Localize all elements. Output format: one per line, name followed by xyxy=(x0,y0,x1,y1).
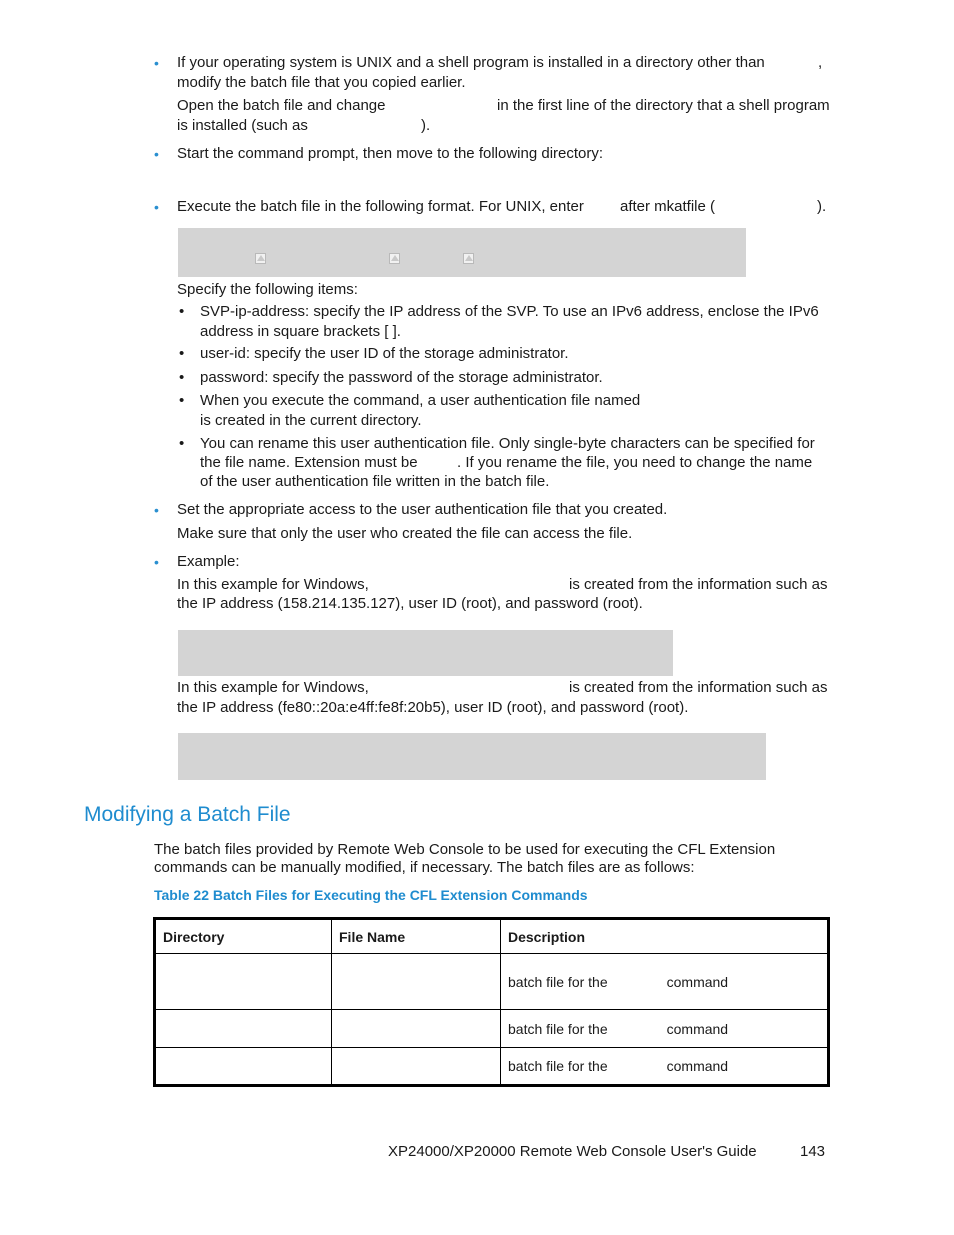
unix-shell-line1: If your operating system is UNIX and a shell program is installed in a directory other than xyxy=(177,54,765,71)
table-caption: Table 22 Batch Files for Executing the CFL Extension Commands xyxy=(154,887,588,903)
sub-bullet-marker: • xyxy=(179,392,185,409)
specify-item: user-id: specify the user ID of the storage administrator. xyxy=(200,345,569,362)
page-number: 143 xyxy=(800,1143,826,1160)
unix-shell-line2: modify the batch file that you copied earlier. xyxy=(177,74,466,91)
desc-text: batch file for the xyxy=(508,1020,608,1037)
section-para-line2: commands can be manually modified, if necessary. The batch files are as follows: xyxy=(154,859,695,876)
unix-shell-comma: , xyxy=(818,54,823,71)
space-marker-icon xyxy=(463,253,474,264)
specify-item: of the user authentication file written in the batch file. xyxy=(200,473,550,490)
cell-description xyxy=(501,1010,829,1048)
section-heading: Modifying a Batch File xyxy=(84,803,291,826)
code-block-format xyxy=(178,228,746,277)
desc-text: batch file for the xyxy=(508,1058,608,1074)
sub-bullet-marker: • xyxy=(179,303,185,320)
desc-text: batch file for the xyxy=(508,973,608,990)
footer-title: XP24000/XP20000 Remote Web Console User's Guide xyxy=(388,1143,757,1160)
desc-text: command xyxy=(666,1020,729,1037)
specify-item: When you execute the command, a user authentication file named xyxy=(200,392,641,409)
sub-bullet-marker: • xyxy=(179,345,185,362)
specify-item: You can rename this user authentication file. Only single-byte characters can be specified for xyxy=(200,435,815,452)
example2-b: is created from the information such as xyxy=(569,679,828,696)
cell-directory xyxy=(155,954,332,1010)
access-line1: Set the appropriate access to the user authentication file that you created. xyxy=(177,501,668,518)
execute-line-a: Execute the batch file in the following format. For UNIX, enter xyxy=(177,198,584,215)
code-block-example2 xyxy=(178,733,766,780)
unix-shell-sub-a: Open the batch file and change xyxy=(177,97,386,114)
unix-shell-sub-d: ). xyxy=(421,117,431,134)
specify-item: address in square brackets [ ]. xyxy=(200,323,401,340)
example1-b: is created from the information such as xyxy=(569,576,828,593)
sub-bullet-marker: • xyxy=(179,369,185,386)
table-row xyxy=(155,1010,829,1048)
table-header-row xyxy=(155,919,829,954)
bullet-marker: • xyxy=(154,502,159,518)
space-marker-icon xyxy=(389,253,400,264)
cell-file-name xyxy=(332,1010,501,1048)
bullet-marker: • xyxy=(154,554,159,570)
table-row xyxy=(155,954,829,1010)
cell-description xyxy=(501,1048,829,1086)
section-para-line1: The batch files provided by Remote Web Console to be used for executing the CFL Extension xyxy=(154,841,776,858)
example2-a: In this example for Windows, xyxy=(177,679,369,696)
bullet-marker: • xyxy=(154,146,159,162)
column-header-description: Description xyxy=(501,919,829,954)
example1-a: In this example for Windows, xyxy=(177,576,369,593)
column-header-directory: Directory xyxy=(155,919,332,954)
specify-item: is created in the current directory. xyxy=(200,412,422,429)
cell-description xyxy=(501,954,829,1010)
command-prompt-line: Start the command prompt, then move to the following directory: xyxy=(177,145,604,162)
unix-shell-sub-b: in the first line of the directory that a shell program xyxy=(497,97,830,114)
execute-line-b: after mkatfile ( xyxy=(620,198,716,215)
execute-line-c: ). xyxy=(817,198,827,215)
table-row xyxy=(155,1048,829,1086)
specify-item: password: specify the password of the storage administrator. xyxy=(200,369,603,386)
specify-item: . If you rename the file, you need to change the name xyxy=(457,454,813,471)
access-line2: Make sure that only the user who created the file can access the file. xyxy=(177,525,633,542)
bullet-marker: • xyxy=(154,55,159,71)
cell-directory xyxy=(155,1048,332,1086)
column-header-file-name: File Name xyxy=(332,919,501,954)
space-marker-icon xyxy=(255,253,266,264)
cell-directory xyxy=(155,1010,332,1048)
unix-shell-sub-c: is installed (such as xyxy=(177,117,308,134)
desc-text: command xyxy=(666,973,729,990)
specify-intro: Specify the following items: xyxy=(177,281,358,298)
example-label: Example: xyxy=(177,553,240,570)
cell-file-name xyxy=(332,1048,501,1086)
bullet-marker: • xyxy=(154,199,159,215)
example2-c: the IP address (fe80::20a:e4ff:fe8f:20b5), user ID (root), and password (root). xyxy=(177,699,689,716)
specify-item: the file name. Extension must be xyxy=(200,454,418,471)
desc-text: command xyxy=(666,1058,729,1074)
sub-bullet-marker: • xyxy=(179,435,185,452)
code-block-example1 xyxy=(178,630,673,676)
batch-files-table xyxy=(153,917,830,1087)
cell-file-name xyxy=(332,954,501,1010)
specify-item: SVP-ip-address: specify the IP address of the SVP. To use an IPv6 address, enclose the IPv6 xyxy=(200,303,819,320)
example1-c: the IP address (158.214.135.127), user ID (root), and password (root). xyxy=(177,595,643,612)
